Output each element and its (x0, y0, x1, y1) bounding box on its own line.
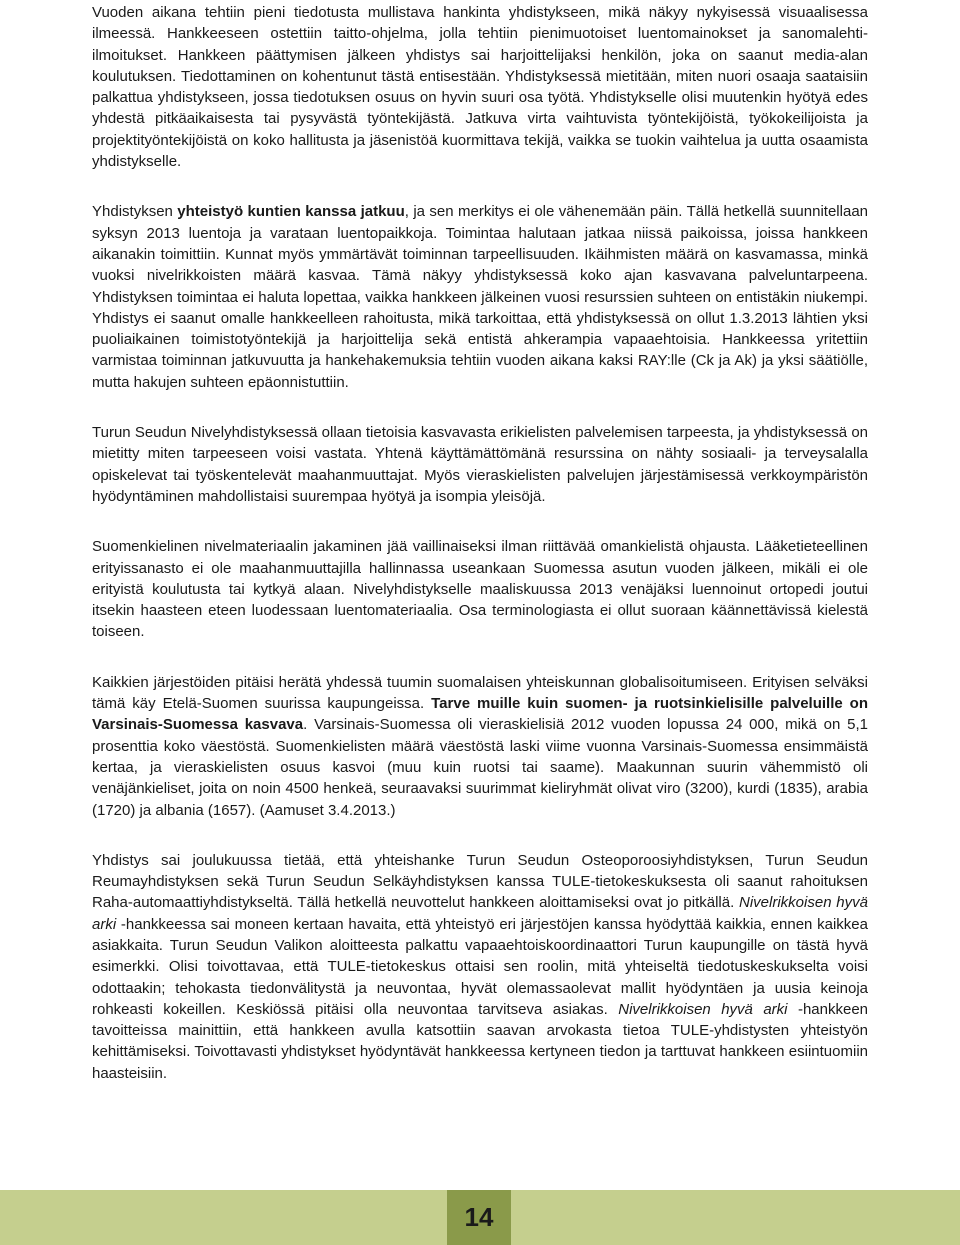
paragraph-1 (92, 2, 868, 172)
text-run: Tarve muille kuin suomen- ja ruotsinkielisille palveluille on Varsinais-Suomessa kasvava (92, 695, 868, 734)
paragraph-6 (92, 850, 868, 1084)
text-run: Suomenkielinen nivelmateriaalin jakaminen jää vaillinaiseksi ilman riittävää omankielistä ohjausta. Lääketieteellinen erityissanasto ei ole maahanmuuttajilla hallinnassa useankaan Suomessa asutun vuoden jälkeen, mikäli ei ole erityistä koulutusta tai kytkyä alaan. Nivelyhdistykselle maaliskuussa 2013 venäjäksi luennoinut ortopedi joutui itsekin haasteen eteen luodessaan luentomateriaalia. Osa terminologiasta ei ollut suoraan käännettävissä kielestä toiseen. (92, 538, 868, 641)
paragraph-5 (92, 672, 868, 821)
text-run: Nivelrikkoisen hyvä arki (92, 894, 868, 933)
text-run: Vuoden aikana tehtiin pieni tiedotusta mullistava hankinta yhdistykseen, mikä näkyy nykyisessä visuaalisessa ilmeessä. Hankkeeseen ostettiin taitto-ohjelma, jolla tehtiin pienimuotoiset luentomainokset ja sanomalehti-ilmoitukset. Hankkeen päättymisen jälkeen yhdistys sai harjoittelijaksi henkilön, joka on saanut media-alan koulutuksen. Tiedottaminen on kohentunut tästä entisestään. Yhdistyksessä mietitään, miten nuori osaaja saataisiin palkattua yhdistykseen, jossa tiedotuksen osuus on hyvin suuri osa työtä. Yhdistykselle olisi muutenkin hyötyä edes yhdestä pitkäaikaisesta tai pysyvästä työntekijästä. Jatkuva virta vaihtuvista työntekijöistä, työkokeilijoista ja projektityöntekijöistä on koko hallitusta ja jäsenistöä kuormittava tekijä, vaikka se tuokin vaihtelua ja uutta osaamista yhdistykselle. (92, 4, 868, 171)
text-run: Kaikkien järjestöiden pitäisi herätä yhdessä tuumin suomalaisen yhteiskunnan globalisoitumiseen. Erityisen selväksi tämä käy Etelä-Suomen suurissa kaupungeissa. (92, 673, 868, 713)
text-run: , ja sen merkitys ei ole vähenemään päin. Tällä hetkellä suunnitellaan syksyn 2013 luentoja ja varataan luentopaikkoja. Toimintaa halutaan jatkaa niissä paikoissa, joissa hankkeen aikanakin toimittiin. Kunnat myös ymmärtävät toiminnan tarpeellisuuden. Ikäihmisten määrä on kasvamassa, minkä vuoksi nivelrikkoisten määrä kasvaa. Tämä näkyy yhdistyksessä koko ajan kasvavana palveluntarpeena. Yhdistyksen toimintaa ei haluta lopettaa, vaikka hankkeen jälkeinen vuosi resurssien suhteen on entistäkin niukempi. Yhdistys ei saanut omalle hankkeelleen rahoitusta, mikä tarkoittaa, että yhdistyksessä on ollut 1.3.2013 lähtien yksi puoliaikainen toimistotyöntekijä ja harjoittelija sekä entistä ahkerampia vapaaehtoisia. Hankkeessa yritettiin varmistaa toiminnan jatkuvuutta ja hankehakemuksia tehtiin vuoden aikana kaksi RAY:lle (Ck ja Ak) ja yksi säätiölle, mutta hakujen suhteen epäonnistuttiin. (92, 203, 868, 391)
paragraph-2 (92, 201, 868, 393)
text-run: Yhdistyksen (92, 203, 178, 221)
text-run: Nivelrikkoisen hyvä arki (618, 1000, 788, 1018)
text-run: Yhdistys sai joulukuussa tietää, että yhteishanke Turun Seudun Osteoporoosiyhdistyksen, Turun Seudun Reumayhdistyksen sekä Turun Seudun Selkäyhdistyksen kanssa TULE-tietokeskuksesta oli saanut rahoituksen Raha-automaattiyhdistykseltä. Tällä hetkellä neuvottelut hankkeen aloittamiseksi ovat jo pitkällä. (92, 851, 868, 912)
paragraph-3 (92, 422, 868, 507)
text-run: yhteistyö kuntien kanssa jatkuu (177, 203, 405, 221)
text-run: -hankkeessa sai moneen kertaan havaita, että yhteistyö eri järjestöjen kanssa hyödyttää kaikkia, ennen kaikkea asiakkaita. Turun Seudun Valikon aloitteesta palkattu vapaaehtoiskoordinaattori Turun kaupungille on tästä hyvä esimerkki. Olisi toivottavaa, että TULE-tietokeskus ottaisi sen roolin, mitä yhteiseltä tiedotuskeskukselta voisi odottaakin; tehokasta tiedonvälitystä ja neuvontaa, hyvät olemassaolevat mallit hyödyntäen ja uusia keinoja rohkeasti kokeillen. Keskiössä pitäisi olla neuvontaa tarvitseva asiakas. (92, 915, 868, 1018)
text-run: -hankkeen tavoitteissa mainittiin, että hankkeen avulla katsottiin saavan arvokasta tietoa TULE-yhdistysten yhteistyön kehittämiseksi. Toivottavasti yhdistykset hyödyntävät hankkeessa kertyneen tiedon ja tarttuvat hankkeen esiintuomiin haasteisiin. (92, 1000, 869, 1082)
text-run: Turun Seudun Nivelyhdistyksessä ollaan tietoisia kasvavasta erikielisten palvelemisen tarpeesta, ja yhdistyksessä on mietitty miten tarpeeseen voisi vastata. Yhtenä käyttämättömänä resurssina on nähty sosiaali- ja terveysalalla opiskelevat tai työskentelevät maahanmuuttajat. Myös vieraskielisten palvelujen järjestämisessä verkkoympäristön hyödyntäminen mahdollistaisi suurempaa hyötyä ja isompia yleisöjä. (92, 424, 868, 505)
page-number: 14 (447, 1190, 511, 1245)
text-run: . Varsinais-Suomessa oli vieraskielisiä 2012 vuoden lopussa 24 000, mikä on 5,1 prosenttia koko väestöstä. Suomenkielisten määrä väestöstä laski viime vuonna Varsinais-Suomessa ensimmäistä kertaa, ja vieraskielisten osuus kasvoi (muu kuin ruotsi tai saame). Maakunnan suurin vähemmistö oli venäjänkieliset, joita on noin 4500 henkeä, seuraavaksi suurimmat kieliryhmät olivat viro (3200), kurdi (1835), arabia (1720) ja albania (1657). (Aamuset 3.4.2013.) (92, 716, 868, 819)
paragraph-4 (92, 536, 868, 642)
page-body (92, 0, 868, 1113)
